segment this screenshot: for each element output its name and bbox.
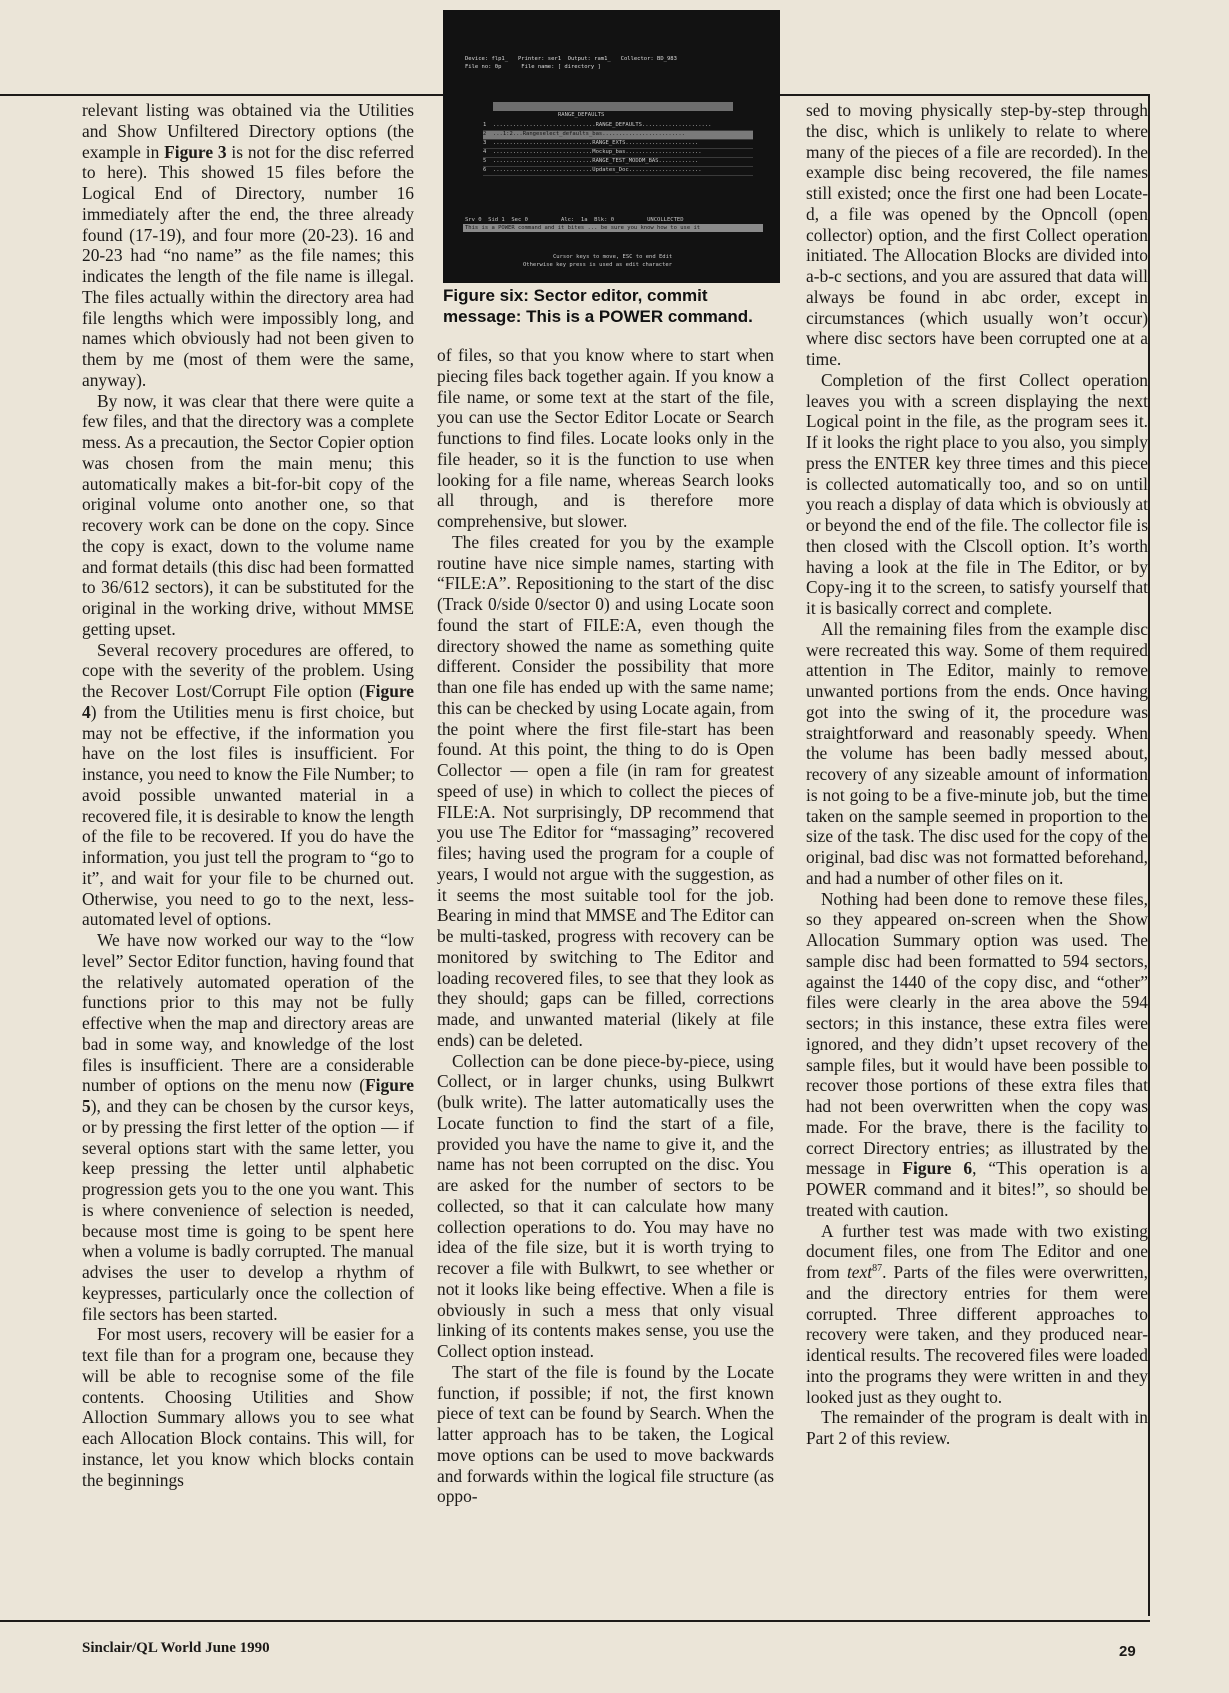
screen-title: RANGE_DEFAULTS [558, 112, 605, 118]
paragraph: of files, so that you know where to start when piecing files back together again. If you know a file name, or some text at the start of the file, you can use the Sector Editor Locate or Search functions to find files. Locate looks only in the file header, so it is the function to use when looking for a file name, whereas Search looks all through, and is therefore more comprehensive, but slower. [437, 345, 774, 531]
paragraph: Collection can be done piece-by-piece, using Collect, or in larger chunks, using Bulkwrt (bulk write). The latter automatically uses the Locate function to find the start of a file, provided you have the name to give it, and the name has not been corrupted on the disc. You are asked for the number of sectors to be collected, so that it can calculate how many collection operations to do. You may have no idea of the file size, but it is worth trying to recover a file with Bulkwrt, to see whether or not it looks like being effective. When a file is obviously in such a mess that only visual linking of its contents makes sense, you use the Collect option instead. [437, 1050, 774, 1361]
paragraph: sed to moving physically step-by-step through the disc, which is unlikely to relate to where many of the pieces of a file are recorded). In the example disc being recovered, the file names still existed; once the first one had been Locate-d, a file was opened by the Opncoll (open collector) option, and the first Collect operation initiated. The Allocation Blocks are divided into a-b-c sections, and you are assured that data will always be found in abc order, except in circumstances (which usually won’t occur) where disc sectors have been corrupted one at a time. [806, 100, 1148, 369]
column-left [82, 100, 414, 1490]
screen-help-2: Otherwise key press is used as edit character [523, 262, 673, 268]
paragraph: Completion of the first Collect operation leaves you with a screen displaying the next Logical point in the file, as the program sees it. If it looks the right place to you also, you simply press the ENTER key three times and this piece is collected automatically too, and so on until you reach a display of data which is obviously at or beyond the end of the file. The collector file is then closed with the Clscoll option. It’s worth having a look at the file in The Editor, or by Copy-ing it to the screen, to satisfy yourself that it is basically correct and complete. [806, 369, 1148, 618]
column-middle [437, 345, 774, 1507]
right-rule [1148, 94, 1150, 1616]
screen-header-1: Device: flp1_ Printer: ser1 Output: ram1_ Collector: BD_983 [465, 56, 677, 62]
directory-rows [483, 122, 753, 176]
screen-header-2: File no: 0p File name: [ directory ] [465, 64, 601, 70]
publication-footer: Sinclair/QL World June 1990 [82, 1640, 270, 1656]
directory-row: 6 ..............................Updates_Doc...................... [483, 167, 753, 176]
paragraph: All the remaining files from the example disc were recreated this way. Some of them required attention in The Editor, mainly to remove unwanted portions from the ends. Once having got into the swing of it, the procedure was straightforward and reasonably speedy. When the volume has been badly messed about, recovery of any sizeable amount of information is not going to be a five-minute job, but the time taken on the sample seemed in proportion to the size of the task. The disc used for the copy of the original, bad disc was not formatted beforehand, and had a number of other files on it. [806, 618, 1148, 888]
paragraph: Nothing had been done to remove these files, so they appeared on-screen when the Show Allocation Summary option was used. The sample disc had been formatted to 594 sectors, against the 1440 of the copy disc, and “other” files were clearly in the area above the 594 sectors; in this instance, these extra files were ignored, and they didn’t upset recovery of the sample files, but it would have been possible to recover those portions of these extra files that had not been overwritten when the copy was made. For the brave, there is the facility to correct Directory entries; as illustrated by the message in Figure 6, “This operation is a POWER command and it bites!”, so should be treated with caution. [806, 888, 1148, 1220]
directory-row: 1 ...............................RANGE_DEFAULTS..................... [483, 122, 753, 131]
directory-row: 5 ..............................RANGE_TEST_MODDM_BAS............ [483, 158, 753, 167]
screen-help-1: Cursor keys to move, ESC to end Edit [553, 254, 673, 260]
top-rule-right [780, 94, 1150, 96]
bottom-rule [0, 1620, 1150, 1622]
directory-row: 2 ...1:2...Rangeselect_defaults_bas......................... [483, 131, 753, 140]
figure-six-screenshot [443, 10, 780, 283]
paragraph: The start of the file is found by the Locate function, if possible; if not, the first known piece of text can be found by Search. When the latter approach has to be taken, the Logical move options can be used to move backwards and forwards within the logical file structure (as oppo- [437, 1361, 774, 1507]
paragraph: Several recovery procedures are offered, to cope with the severity of the problem. Using the Recover Lost/Corrupt File option (Figure 4) from the Utilities menu is first choice, but may not be effective, if the information you have on the lost files is insufficient. For instance, you need to know the File Number; to avoid possible unwanted material in a recovered file, it is desirable to know the length of the file to be recovered. If you do have the information, you just tell the program to “go to it”, and wait for your file to be churned out. Otherwise, you need to go to the next, less-automated level of options. [82, 639, 414, 930]
paragraph: By now, it was clear that there were quite a few files, and that the directory was a complete mess. As a precaution, the Sector Copier option was chosen from the main menu; this automatically makes a bit-for-bit copy of the original volume onto another one, so that recovery work can be done on the copy. Since the copy is exact, down to the volume name and format details (this disc had been formatted to 36/612 sectors), it can be substituted for the original in the working drive, without MMSE getting upset. [82, 390, 414, 639]
top-rule [0, 94, 443, 96]
page-number: 29 [1119, 1643, 1136, 1660]
screen-title-bar [493, 102, 733, 111]
figure-caption: Figure six: Sector editor, commit message: This is a POWER command. [443, 286, 753, 326]
paragraph: The files created for you by the example routine have nice simple names, starting with “FILE:A”. Repositioning to the start of the disc (Track 0/side 0/sector 0) and using Locate soon found the start of FILE:A, even though the directory showed the name as something quite different. Consider the possibility that more than one file has ended up with the same name; this can be checked by using Locate again, from the point where the first file-start has been found. At this point, the thing to do is Open Collector — open a file (in ram for greatest speed of use) in which to collect the pieces of FILE:A. Not surprisingly, DP recommend that you use The Editor for “massaging” recovered files; having used the program for a couple of years, I would not argue with the suggestion, as it seems the most suitable tool for the job. Bearing in mind that MMSE and The Editor can be multi-tasked, progress with recovery can be monitored by switching to The Editor and loading recovered files, to see that they look as they should; gaps can be filled, corrections made, and unwanted material (likely at file ends) can be deleted. [437, 531, 774, 1050]
directory-row: 3 ..............................RANGE_EXTS...................... [483, 140, 753, 149]
paragraph: relevant listing was obtained via the Utilities and Show Unfiltered Directory options (the example in Figure 3 is not for the disc referred to here). This showed 15 files before the Logical End of Directory, number 16 immediately after the end, the three already found (17-19), and four more (20-23). 16 and 20-23 had “no name” as the file names; this indicates the length of the file name is illegal. The files actually within the directory area had file lengths which were impossibly long, and names which obviously had not been given to them by me (most of them were the same, anyway). [82, 100, 414, 390]
column-right [806, 100, 1148, 1449]
paragraph: We have now worked our way to the “low level” Sector Editor function, having found that the relatively automated operation of the functions prior to this may not be fully effective when the map and directory areas are bad in some way, and knowledge of the lost files is insufficient. There are a considerable number of options on the menu now (Figure 5), and they can be chosen by the cursor keys, or by pressing the first letter of the option — if several options start with the same letter, you keep pressing the letter until alphabetic progression gets you to the one you want. This is where convenience of selection is needed, because most time is going to be spent here when a volume is badly corrupted. The manual advises the user to develop a rhythm of keypresses, particularly once the collection of file sectors has been started. [82, 930, 414, 1324]
screen-status: Srv 0 Sid 1 Sec 0 Alc: 1a Blk: 0 UNCOLLECTED [465, 217, 684, 223]
paragraph: The remainder of the program is dealt with in Part 2 of this review. [806, 1407, 1148, 1448]
directory-row: 4 ..............................Mockup_bas....................... [483, 149, 753, 158]
paragraph: A further test was made with two existing document files, one from The Editor and one from text$^{87}$. Parts of the files were overwritten, and the directory entries for them were corrupted. Three different approaches to recovery were taken, and they produced near-identical results. The recovered files were loaded into the programs they were written in and they looked just as they ought to. [806, 1220, 1149, 1407]
paragraph: For most users, recovery will be easier for a text file than for a program one, because they will be able to recognise some of the file contents. Choosing Utilities and Show Alloction Summary allows you to see what each Allocation Block contains. This will, for instance, let you know which blocks contain the beginnings [82, 1324, 414, 1490]
screen-commit-message: This is a POWER command and it bites ... be sure you know how to use it [465, 225, 701, 231]
